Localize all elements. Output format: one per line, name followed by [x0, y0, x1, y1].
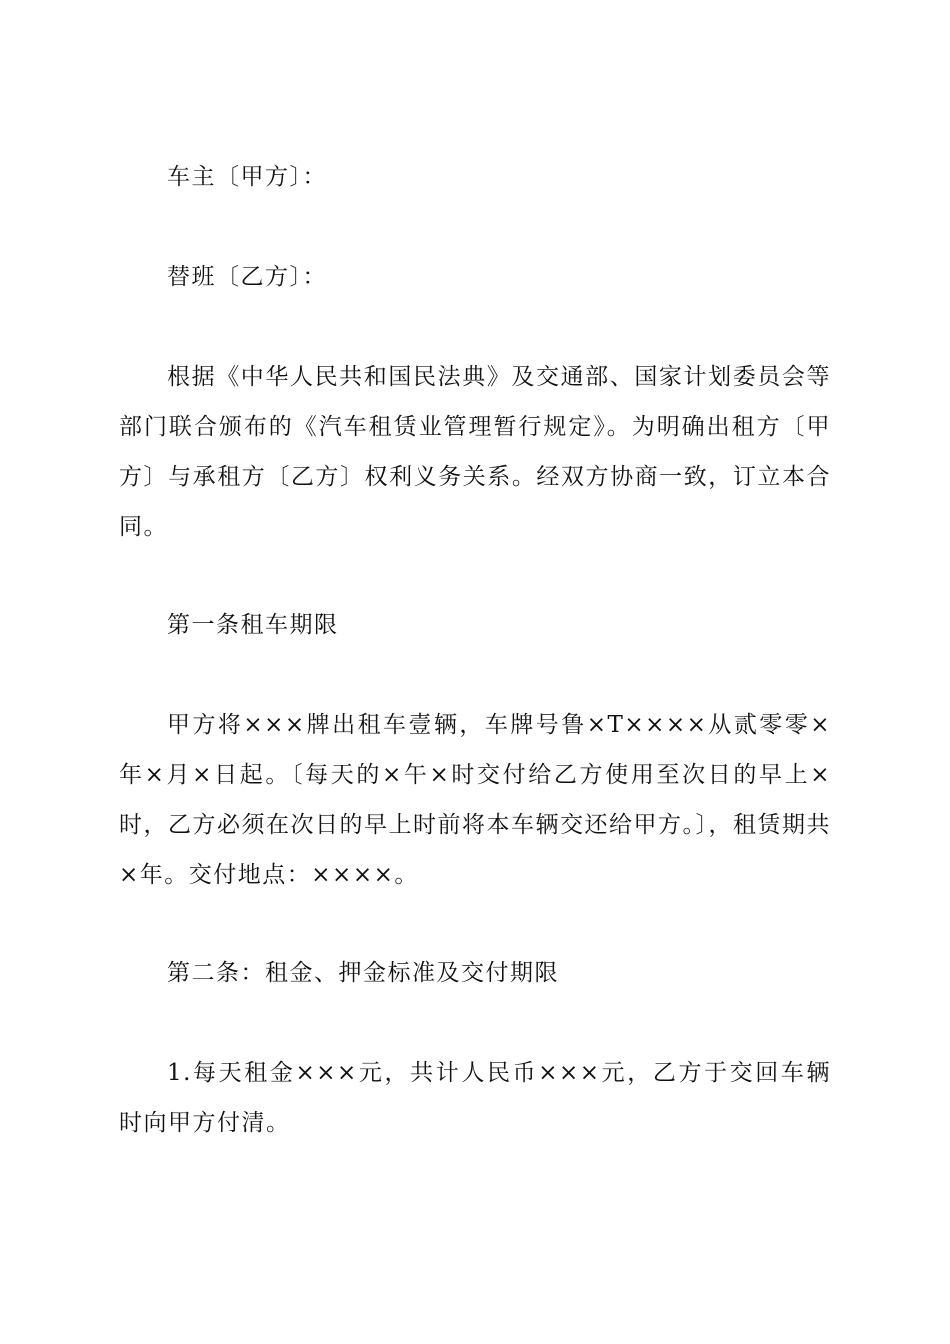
article-2-item-1: 1.每天租金×××元，共计人民币×××元，乙方于交回车辆时向甲方付清。	[119, 1060, 831, 1136]
intro-paragraph: 根据《中华人民共和国民法典》及交通部、国家计划委员会等部门联合颁布的《汽车租赁业管理暂行规定》。为明确出租方〔甲方〕与承租方〔乙方〕权利义务关系。经双方协商一致，订立本合同。	[119, 364, 831, 540]
article-1-body: 甲方将×××牌出租车壹辆，车牌号鲁×T××××从贰零零×年×月×日起。〔每天的×午×时交付给乙方使用至次日的早上×时，乙方必须在次日的早上时前将本车辆交还给甲方。〕，租赁期共×年。交付地点：××××。	[119, 712, 831, 888]
owner-party-line: 车主〔甲方〕：	[167, 164, 327, 190]
article-1-heading: 第一条租车期限	[167, 612, 339, 638]
article-2-heading: 第二条：租金、押金标准及交付期限	[167, 960, 559, 986]
substitute-party-line: 替班〔乙方〕：	[167, 264, 327, 290]
